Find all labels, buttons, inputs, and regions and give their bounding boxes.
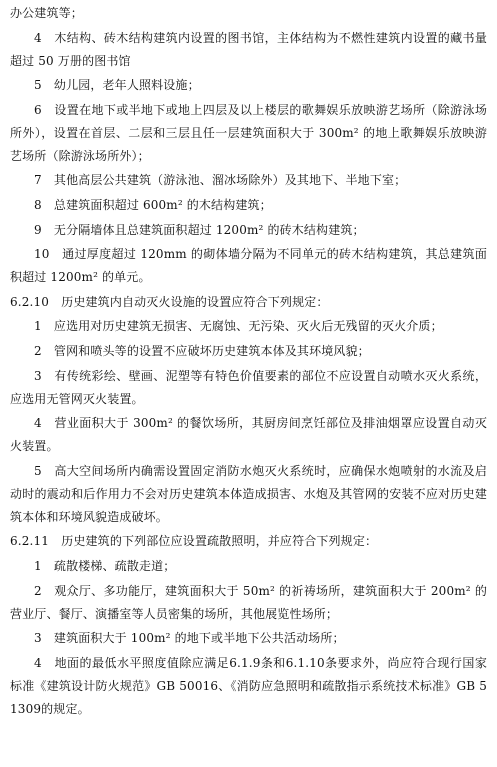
list-item-7-high-rise: 7 其他高层公共建筑（游泳池、溜冰场除外）及其地下、半地下室； — [34, 173, 407, 188]
clause-3-painted-parts: 3 有传统彩绘、壁画、泥塑等有特色价值要素的部位不应设置自动喷水灭火系统，应选用无管网灭火装置。 — [10, 368, 487, 406]
clause-2-assembly-spaces: 2 观众厅、多功能厅，建筑面积大于 50m² 的祈祷场所，建筑面积大于 200m² 的营业厅、餐厅、演播室等人员密集的场所，其他展览性场所； — [10, 583, 487, 621]
list-item-6-entertainment: 6 设置在地下或半地下或地上四层及以上楼层的歌舞娱乐放映游艺场所（除游泳场所外），设置在首层、二层和三层且任一层建筑面积大于 300m² 的地上歌舞娱乐放映游艺场所（除游泳场所外）； — [10, 102, 487, 163]
clause-5-water-cannon: 5 高大空间场所内确需设置固定消防水炮灭火系统时，应确保水炮喷射的水流及启动时的震动和后作用力不会对历史建筑本体造成损害、水炮及其管网的安装不应对历史建筑本体和环境风貌造成破坏。 — [10, 463, 487, 524]
clause-4-kitchen: 4 营业面积大于 300m² 的餐饮场所，其厨房间烹饪部位及排油烟罩应设置自动灭火装置。 — [10, 416, 487, 454]
paragraph-continuation: 办公建筑等； — [10, 6, 83, 20]
section-heading-6-2-11: 6.2.11 历史建筑的下列部位应设置疏散照明，并应符合下列规定： — [10, 534, 378, 549]
clause-3-underground-spaces: 3 建筑面积大于 100m² 的地下或半地下公共活动场所； — [34, 631, 345, 646]
list-item-5-kindergarten: 5 幼儿园，老年人照料设施； — [34, 78, 200, 93]
list-item-9-brick-wood: 9 无分隔墙体且总建筑面积超过 1200m² 的砖木结构建筑； — [34, 222, 365, 237]
list-item-8-wood-structure: 8 总建筑面积超过 600m² 的木结构建筑； — [34, 197, 272, 212]
clause-1-extinguishing-agent: 1 应选用对历史建筑无损害、无腐蚀、无污染、灭火后无残留的灭火介质； — [34, 319, 443, 334]
list-item-10-masonry-wall: 10 通过厚度超过 120mm 的砌体墙分隔为不同单元的砖木结构建筑，其总建筑面积超过 1200m² 的单元。 — [10, 247, 487, 285]
list-item-4-library: 4 木结构、砖木结构建筑内设置的图书馆，主体结构为不燃性建筑内设置的藏书量超过 50 万册的图书馆 — [10, 30, 487, 68]
clause-1-stairs-corridors: 1 疏散楼梯、疏散走道； — [34, 558, 176, 573]
clause-2-pipe-network: 2 管网和喷头等的设置不应破坏历史建筑本体及其环境风貌； — [34, 343, 370, 358]
clause-4-illuminance: 4 地面的最低水平照度值除应满足6.1.9条和6.1.10条要求外，尚应符合现行国家标准《建筑设计防火规范》GB 50016、《消防应急照明和疏散指示系统技术标准》GB 51309的规定。 — [10, 655, 487, 716]
section-heading-6-2-10: 6.2.10 历史建筑内自动灭火设施的设置应符合下列规定： — [10, 294, 329, 309]
